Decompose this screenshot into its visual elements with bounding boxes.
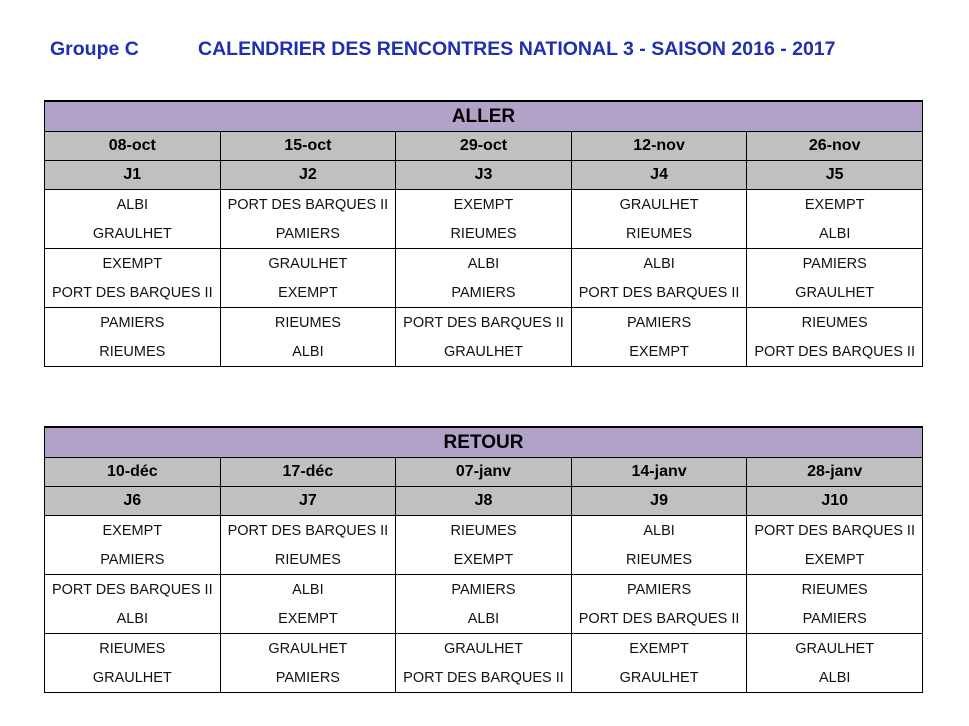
match-row-home — [45, 249, 923, 279]
away-team: GRAULHET — [571, 663, 747, 693]
matchday-cell: J10 — [747, 487, 923, 516]
home-team: EXEMPT — [45, 516, 221, 546]
home-team: RIEUMES — [747, 308, 923, 338]
date-cell: 08-oct — [45, 132, 221, 161]
match-row-home — [45, 575, 923, 605]
matchday-row — [45, 161, 923, 190]
away-team: RIEUMES — [571, 545, 747, 575]
matchday-row — [45, 487, 923, 516]
home-team: GRAULHET — [396, 634, 572, 664]
away-team: ALBI — [220, 337, 396, 367]
away-team: EXEMPT — [571, 337, 747, 367]
home-team: ALBI — [571, 516, 747, 546]
home-team: RIEUMES — [396, 516, 572, 546]
phase-row — [45, 101, 923, 132]
date-cell: 17-déc — [220, 458, 396, 487]
home-team: PAMIERS — [571, 308, 747, 338]
home-team: PORT DES BARQUES II — [220, 516, 396, 546]
page-header — [0, 38, 969, 64]
home-team: RIEUMES — [747, 575, 923, 605]
date-cell: 12-nov — [571, 132, 747, 161]
away-team: GRAULHET — [45, 663, 221, 693]
away-team: PORT DES BARQUES II — [396, 663, 572, 693]
matchday-cell: J2 — [220, 161, 396, 190]
matchday-cell: J6 — [45, 487, 221, 516]
home-team: PORT DES BARQUES II — [747, 516, 923, 546]
match-row-home — [45, 190, 923, 220]
group-label: Groupe C — [50, 38, 139, 60]
home-team: GRAULHET — [571, 190, 747, 220]
matchday-cell: J1 — [45, 161, 221, 190]
matchday-cell: J9 — [571, 487, 747, 516]
away-team: PORT DES BARQUES II — [45, 278, 221, 308]
home-team: ALBI — [571, 249, 747, 279]
away-team: PAMIERS — [220, 663, 396, 693]
away-team: RIEUMES — [396, 219, 572, 249]
date-cell: 26-nov — [747, 132, 923, 161]
matchday-cell: J7 — [220, 487, 396, 516]
away-team: ALBI — [747, 663, 923, 693]
away-team: EXEMPT — [396, 545, 572, 575]
retour-table — [44, 426, 923, 693]
away-team: RIEUMES — [220, 545, 396, 575]
home-team: EXEMPT — [747, 190, 923, 220]
home-team: EXEMPT — [45, 249, 221, 279]
date-cell: 28-janv — [747, 458, 923, 487]
away-team: RIEUMES — [571, 219, 747, 249]
matchday-cell: J4 — [571, 161, 747, 190]
home-team: GRAULHET — [220, 249, 396, 279]
match-row-away — [45, 219, 923, 249]
home-team: RIEUMES — [220, 308, 396, 338]
match-row-away — [45, 337, 923, 367]
home-team: PORT DES BARQUES II — [396, 308, 572, 338]
home-team: PAMIERS — [747, 249, 923, 279]
match-row-away — [45, 663, 923, 693]
away-team: PORT DES BARQUES II — [747, 337, 923, 367]
away-team: GRAULHET — [45, 219, 221, 249]
aller-table — [44, 100, 923, 367]
match-row-away — [45, 278, 923, 308]
away-team: ALBI — [747, 219, 923, 249]
date-cell: 07-janv — [396, 458, 572, 487]
home-team: PAMIERS — [396, 575, 572, 605]
match-row-home — [45, 634, 923, 664]
phase-label-retour: RETOUR — [45, 427, 923, 458]
match-row-away — [45, 604, 923, 634]
page-title: CALENDRIER DES RENCONTRES NATIONAL 3 - SAISON 2016 - 2017 — [198, 38, 836, 60]
away-team: PAMIERS — [747, 604, 923, 634]
phase-label-aller: ALLER — [45, 101, 923, 132]
away-team: PAMIERS — [220, 219, 396, 249]
home-team: PAMIERS — [45, 308, 221, 338]
home-team: PORT DES BARQUES II — [45, 575, 221, 605]
date-cell: 14-janv — [571, 458, 747, 487]
dates-row — [45, 132, 923, 161]
home-team: PORT DES BARQUES II — [220, 190, 396, 220]
home-team: ALBI — [45, 190, 221, 220]
match-row-home — [45, 308, 923, 338]
home-team: GRAULHET — [747, 634, 923, 664]
matchday-cell: J3 — [396, 161, 572, 190]
home-team: EXEMPT — [396, 190, 572, 220]
match-row-home — [45, 516, 923, 546]
away-team: ALBI — [396, 604, 572, 634]
home-team: ALBI — [220, 575, 396, 605]
away-team: PORT DES BARQUES II — [571, 278, 747, 308]
home-team: GRAULHET — [220, 634, 396, 664]
home-team: PAMIERS — [571, 575, 747, 605]
away-team: EXEMPT — [220, 604, 396, 634]
phase-row — [45, 427, 923, 458]
away-team: EXEMPT — [220, 278, 396, 308]
match-row-away — [45, 545, 923, 575]
home-team: EXEMPT — [571, 634, 747, 664]
home-team: RIEUMES — [45, 634, 221, 664]
date-cell: 10-déc — [45, 458, 221, 487]
away-team: PAMIERS — [45, 545, 221, 575]
home-team: ALBI — [396, 249, 572, 279]
matchday-cell: J5 — [747, 161, 923, 190]
away-team: GRAULHET — [396, 337, 572, 367]
date-cell: 29-oct — [396, 132, 572, 161]
matchday-cell: J8 — [396, 487, 572, 516]
away-team: PORT DES BARQUES II — [571, 604, 747, 634]
dates-row — [45, 458, 923, 487]
away-team: RIEUMES — [45, 337, 221, 367]
away-team: EXEMPT — [747, 545, 923, 575]
away-team: ALBI — [45, 604, 221, 634]
date-cell: 15-oct — [220, 132, 396, 161]
away-team: PAMIERS — [396, 278, 572, 308]
away-team: GRAULHET — [747, 278, 923, 308]
